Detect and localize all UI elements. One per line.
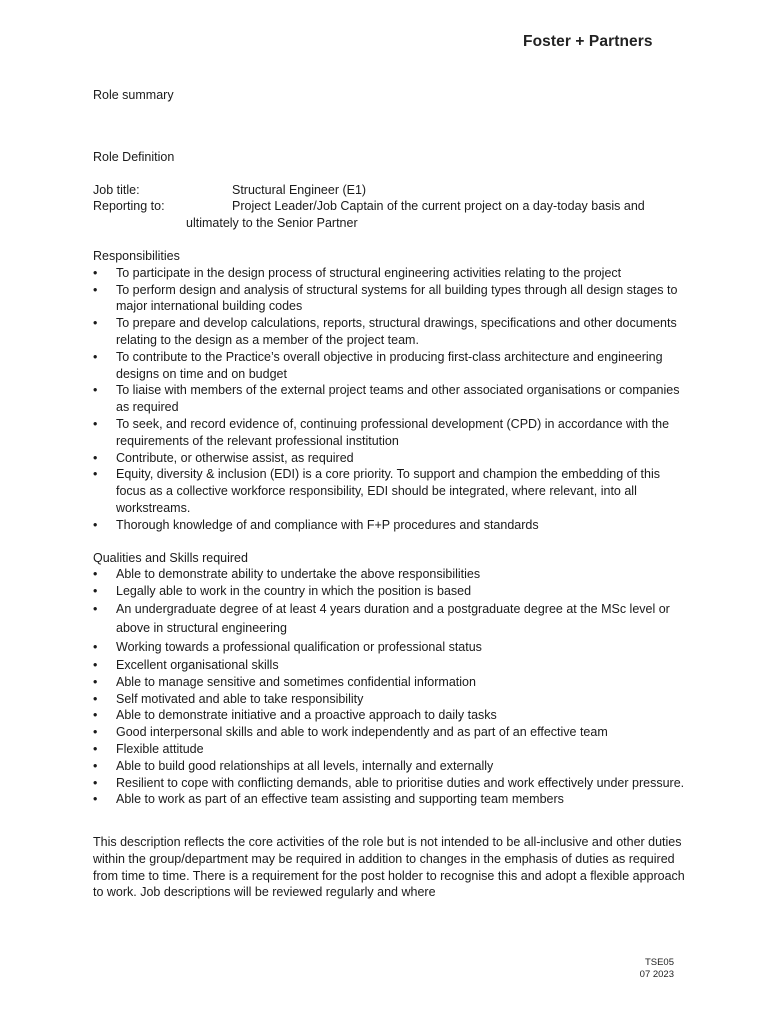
bullet: • (93, 691, 98, 706)
list-item (93, 466, 693, 516)
bullet: • (93, 674, 98, 689)
list-item-text: Able to manage sensitive and sometimes confidential information (116, 674, 476, 689)
list-item-text: Equity, diversity & inclusion (EDI) is a core priority. To support and champion the embedding of this focus as a collective workforce responsibility, EDI should be integrated, where relevant, into all workstreams. (116, 467, 661, 515)
bullet: • (93, 517, 98, 532)
list-item-text: Able to demonstrate initiative and a proactive approach to daily tasks (116, 708, 497, 723)
list-item (93, 349, 693, 383)
bullet: • (93, 265, 98, 280)
list-item-text: To seek, and record evidence of, continuing professional development (CPD) in accordance with the requirements of the relevant professional institution (116, 416, 670, 448)
reporting-row (93, 198, 693, 215)
list-item-text: Flexible attitude (116, 741, 204, 756)
responsibilities-list (93, 265, 693, 534)
list-item (93, 566, 693, 583)
list-item-text: Working towards a professional qualification or professional status (116, 639, 482, 654)
bullet: • (93, 349, 98, 364)
bullet: • (93, 383, 98, 398)
list-item-text: Good interpersonal skills and able to work independently and as part of an effective team (116, 725, 608, 740)
bullet: • (93, 584, 98, 599)
list-item (93, 674, 693, 691)
list-item (93, 724, 693, 741)
list-item-text: Resilient to cope with conflicting demands, able to prioritise duties and work effectively under pressure. (116, 775, 685, 790)
document-date: 07 2023 (639, 969, 674, 980)
list-item (93, 450, 693, 467)
list-item (93, 691, 693, 708)
list-item (93, 741, 693, 758)
reporting-label: Reporting to: (93, 199, 165, 214)
responsibilities-heading: Responsibilities (93, 248, 180, 263)
list-item (93, 315, 693, 349)
bullet: • (93, 639, 98, 654)
job-title-row (93, 182, 693, 199)
list-item-text: An undergraduate degree of at least 4 years duration and a postgraduate degree at the MSc level or above in structural engineering (116, 601, 670, 635)
list-item (93, 600, 693, 638)
role-summary-heading: Role summary (93, 88, 174, 102)
list-item-text: Able to build good relationships at all levels, internally and externally (116, 758, 494, 773)
list-item-text: Self motivated and able to take responsibility (116, 691, 364, 706)
bullet: • (93, 758, 98, 773)
list-item (93, 583, 693, 600)
closing-paragraph: This description reflects the core activities of the role but is not intended to be all-inclusive and other duties within the group/department may be required in addition to changes in the emphasis of duties as required from time to time. There is a requirement for the post holder to recognise this and adopt a flexible approach to work. Job descriptions will be reviewed regularly and where (93, 835, 685, 900)
bullet: • (93, 708, 98, 723)
list-item (93, 707, 693, 724)
bullet: • (93, 450, 98, 465)
list-item-text: To prepare and develop calculations, reports, structural drawings, specifications and other documents relating to the design as a member of the project team. (116, 316, 677, 347)
qualities-heading: Qualities and Skills required (93, 550, 248, 565)
list-item-text: Able to work as part of an effective team assisting and supporting team members (116, 792, 564, 807)
bullet: • (93, 657, 98, 672)
bullet: • (93, 741, 98, 756)
list-item (93, 382, 693, 416)
company-logo: Foster + Partners (523, 33, 653, 50)
list-item (93, 282, 693, 316)
role-definition-heading: Role Definition (93, 149, 175, 164)
job-title-label: Job title: (93, 182, 140, 197)
document-code: TSE05 (644, 957, 674, 968)
reporting-value: Project Leader/Job Captain of the current project on a day-today basis and (232, 199, 645, 214)
list-item (93, 638, 693, 657)
list-item-text: Contribute, or otherwise assist, as required (116, 450, 354, 465)
list-item-text: To liaise with members of the external project teams and other associated organisations or companies as required (116, 383, 680, 415)
list-item (93, 657, 693, 674)
list-item-text: Able to demonstrate ability to undertake the above responsibilities (116, 567, 481, 582)
bullet: • (93, 567, 98, 582)
list-item-text: To participate in the design process of structural engineering activities relating to the project (116, 265, 622, 280)
bullet: • (93, 282, 98, 297)
reporting-value-continued: ultimately to the Senior Partner (186, 216, 358, 231)
job-title-value: Structural Engineer (E1) (232, 182, 367, 197)
qualities-list (93, 566, 693, 808)
bullet: • (93, 467, 98, 482)
list-item (93, 791, 693, 808)
document-footer (640, 957, 674, 981)
list-item (93, 758, 693, 775)
list-item (93, 517, 693, 534)
list-item (93, 775, 693, 792)
document-body (93, 87, 693, 901)
list-item (93, 416, 693, 450)
bullet: • (93, 792, 98, 807)
bullet: • (93, 725, 98, 740)
bullet: • (93, 316, 98, 331)
list-item (93, 265, 693, 282)
bullet: • (93, 601, 98, 616)
list-item-text: To perform design and analysis of structural systems for all building types through all design stages to major international building codes (116, 282, 678, 314)
bullet: • (93, 775, 98, 790)
list-item-text: Thorough knowledge of and compliance with F+P procedures and standards (116, 517, 539, 532)
list-item-text: Legally able to work in the country in which the position is based (116, 584, 472, 599)
list-item-text: To contribute to the Practice’s overall objective in producing first-class architecture and engineering designs on time and on budget (116, 349, 663, 381)
bullet: • (93, 416, 98, 431)
list-item-text: Excellent organisational skills (116, 657, 279, 672)
